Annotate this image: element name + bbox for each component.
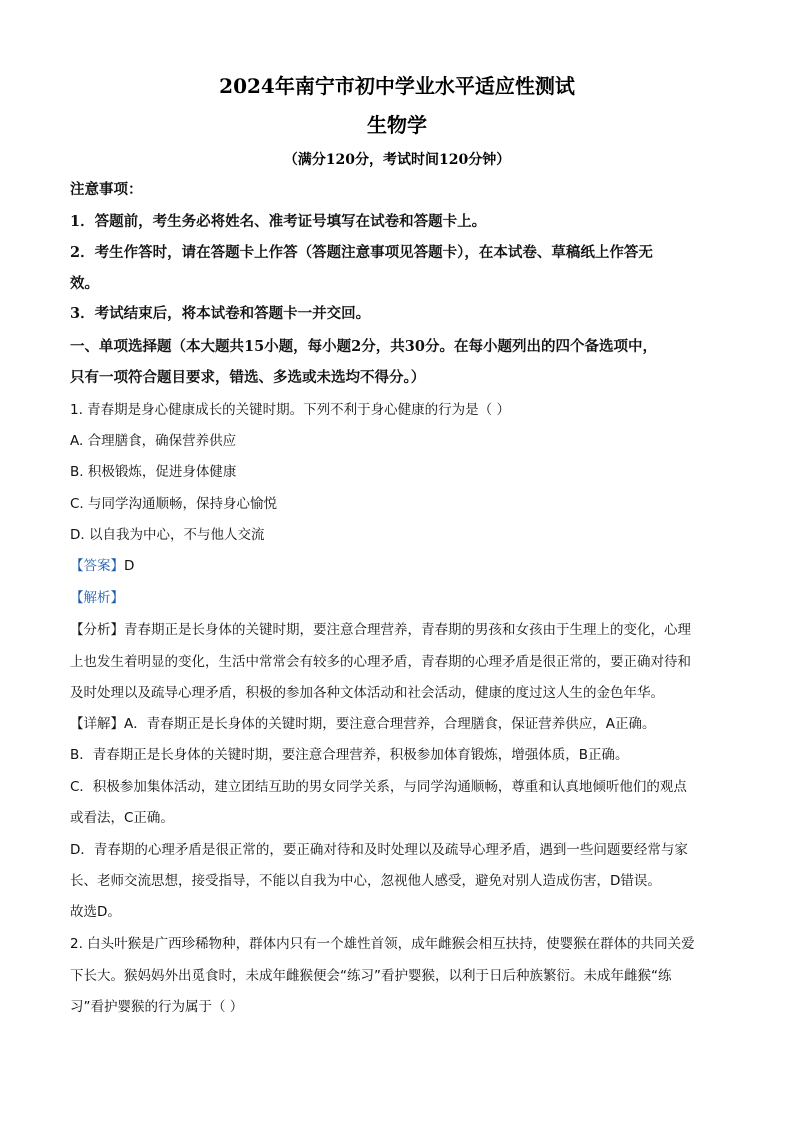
section-heading-cont: 只有一项符合题目要求，错选、多选或未选均不得分。） (70, 369, 426, 386)
xiangjie-text: A．青春期正是长身体的关键时期，要注意合理营养，合理膳食，保证营养供应，A正确。 (124, 716, 656, 732)
q1-option-d: D. 以自我为中心，不与他人交流 (70, 527, 265, 543)
q1-xiangjie-line: D．青春期的心理矛盾是很正常的，要正确对待和及时处理以及疏导心理矛盾，遇到一些问题要经常与家 (70, 842, 688, 858)
subject-title: 生物学 (367, 113, 427, 137)
notice-item: 1．答题前，考生务必将姓名、准考证号填写在试卷和答题卡上。 (70, 213, 487, 230)
q1-option-c: C. 与同学沟通顺畅，保持身心愉悦 (70, 496, 278, 512)
xiangjie-tag: 【详解】 (70, 716, 124, 732)
q1-xiangjie-line (70, 714, 730, 734)
q2-stem-line: 2. 白头叶猴是广西珍稀物种，群体内只有一个雄性首领，成年雌猴会相互扶持，使婴猴在群体的共同关爱 (70, 936, 695, 952)
q1-xiangjie-line: 或看法，C正确。 (70, 810, 174, 826)
q1-xiangjie-line: B．青春期正是长身体的关键时期，要注意合理营养，积极参加体育锻炼，增强体质，B正确。 (70, 747, 629, 763)
exam-title: 2024年南宁市初中学业水平适应性测试 (219, 74, 575, 98)
q1-option-b: B. 积极锻炼，促进身体健康 (70, 464, 237, 480)
q1-option-a: A. 合理膳食，确保营养供应 (70, 433, 237, 449)
q1-xiangjie-line: 长、老师交流思想，接受指导，不能以自我为中心，忽视他人感受，避免对别人造成伤害，D错误。 (70, 873, 661, 889)
q2-stem-line: 习”看护婴猴的行为属于（ ） (70, 999, 244, 1015)
q1-fenxi-line: 及时处理以及疏导心理矛盾，积极的参加各种文体活动和社会活动，健康的度过这人生的金色年华。 (70, 685, 664, 701)
notice-item: 3．考试结束后，将本试卷和答题卡一并交回。 (70, 305, 371, 322)
q1-answer (70, 556, 730, 576)
q1-xiangjie-line: C．积极参加集体活动，建立团结互助的男女同学关系，与同学沟通顺畅，尊重和认真地倾听他们的观点 (70, 779, 687, 795)
answer-value: D (124, 558, 135, 574)
q1-fenxi-line: 上也发生着明显的变化，生活中常常会有较多的心理矛盾，青春期的心理矛盾是很正常的，要正确对待和 (70, 654, 691, 670)
fenxi-text: 青春期正是长身体的关键时期，要注意合理营养，青春期的男孩和女孩由于生理上的变化，心理 (124, 622, 691, 638)
notice-item: 效。 (70, 275, 99, 292)
fenxi-tag: 【分析】 (70, 622, 124, 638)
q2-stem-line: 下长大。猴妈妈外出觅食时，未成年雌猴便会“练习”看护婴猴，以利于日后种族繁衍。未成年雌猴“练 (70, 968, 672, 984)
notice-item: 2．考生作答时，请在答题卡上作答（答题注意事项见答题卡），在本试卷、草稿纸上作答无 (70, 244, 653, 261)
q1-fenxi-line (70, 620, 730, 640)
q1-stem: 1. 青春期是身心健康成长的关键时期。下列不利于身心健康的行为是（ ） (70, 402, 510, 418)
notice-heading: 注意事项： (70, 181, 143, 198)
answer-tag: 【答案】 (70, 558, 124, 574)
section-heading: 一、单项选择题（本大题共15小题，每小题2分，共30分。在每小题列出的四个备选项中， (70, 338, 657, 355)
q1-analysis (70, 588, 730, 608)
exam-note: （满分120分，考试时间120分钟） (283, 152, 511, 168)
q1-conclusion: 故选D。 (70, 904, 121, 920)
analysis-tag: 【解析】 (70, 590, 124, 606)
